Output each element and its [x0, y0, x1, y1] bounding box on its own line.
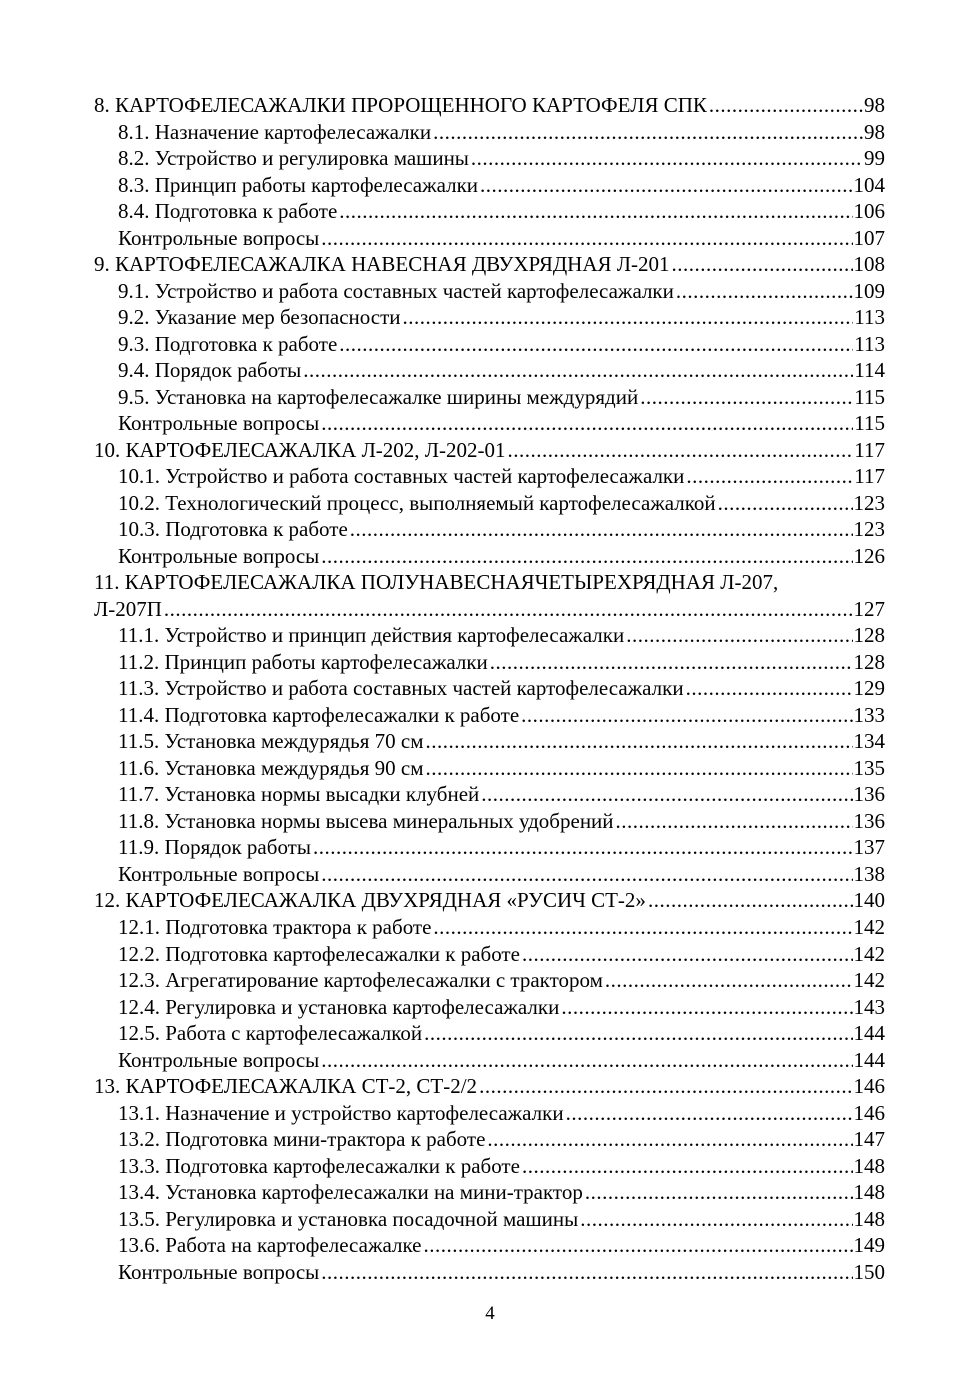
toc-entry — [0, 145, 980, 172]
toc-entry — [0, 1100, 980, 1127]
toc-line — [118, 172, 885, 199]
toc-entry-page: 147 — [853, 1127, 885, 1152]
toc-entry-title: 9.2. Указание мер безопасности — [118, 305, 401, 330]
toc-entry — [0, 357, 980, 384]
toc-entry-page: 115 — [854, 411, 885, 436]
toc-line — [94, 437, 885, 464]
dot-leader — [676, 278, 853, 305]
toc-entry-title: 12. КАРТОФЕЛЕСАЖАЛКА ДВУХРЯДНАЯ «РУСИЧ СТ-2» — [94, 888, 646, 913]
dot-leader — [424, 1020, 852, 1047]
dot-leader — [403, 304, 854, 331]
toc-line — [118, 225, 885, 252]
toc-entry-title: 8.4. Подготовка к работе — [118, 199, 338, 224]
dot-leader — [313, 834, 853, 861]
toc-line — [118, 1100, 885, 1127]
dot-leader — [164, 596, 853, 623]
toc-entry — [0, 92, 980, 119]
toc-line — [94, 887, 885, 914]
dot-leader — [339, 198, 852, 225]
toc-line — [94, 596, 885, 623]
toc-entry-title: 11.8. Установка нормы высева минеральных удобрений — [118, 808, 614, 833]
toc-line — [118, 808, 885, 835]
toc-entry-page: 136 — [853, 782, 885, 807]
toc-line — [118, 967, 885, 994]
dot-leader — [686, 675, 853, 702]
toc-line — [118, 941, 885, 968]
toc-entry — [0, 1126, 980, 1153]
toc-entry — [0, 198, 980, 225]
toc-entry-title: 9. КАРТОФЕЛЕСАЖАЛКА НАВЕСНАЯ ДВУХРЯДНАЯ Л-201 — [94, 252, 670, 277]
toc-line — [118, 728, 885, 755]
toc-entry-title: 8.3. Принцип работы картофелесажалки — [118, 172, 479, 197]
toc-entry-title: 11.3. Устройство и работа составных частей картофелесажалки — [118, 676, 684, 701]
toc-entry-title: Контрольные вопросы — [118, 543, 320, 568]
toc-entry-title: 13. КАРТОФЕЛЕСАЖАЛКА СТ-2, СТ-2/2 — [94, 1074, 478, 1099]
toc-entry-title: 13.3. Подготовка картофелесажалки к работе — [118, 1153, 520, 1178]
toc-entry-page: 115 — [854, 384, 885, 409]
dot-leader — [321, 1259, 852, 1286]
dot-leader — [522, 941, 853, 968]
toc-entry-page: 128 — [853, 649, 885, 674]
toc-entry — [0, 834, 980, 861]
toc-entry — [0, 410, 980, 437]
toc-entry-title: Л-207П — [94, 596, 162, 621]
toc-entry-title: 11.7. Установка нормы высадки клубней — [118, 782, 480, 807]
toc-line — [118, 357, 885, 384]
toc-entry — [0, 1153, 980, 1180]
page-number: 4 — [485, 1303, 495, 1324]
toc-entry — [0, 808, 980, 835]
dot-leader — [480, 172, 852, 199]
toc-entry — [0, 755, 980, 782]
dot-leader — [339, 331, 853, 358]
dot-leader — [423, 1232, 852, 1259]
dot-leader — [321, 861, 852, 888]
toc-line — [118, 304, 885, 331]
toc-entry-title: Контрольные вопросы — [118, 1259, 320, 1284]
toc-entry — [0, 278, 980, 305]
toc-entry-title: 12.3. Агрегатирование картофелесажалки с трактором — [118, 968, 603, 993]
dot-leader — [426, 728, 853, 755]
toc-entry-page: 113 — [854, 331, 885, 356]
toc-entry-title: Контрольные вопросы — [118, 1047, 320, 1072]
toc-entry-title: 11.9. Порядок работы — [118, 835, 311, 860]
dot-leader — [566, 1100, 853, 1127]
toc-entry-page: 136 — [853, 808, 885, 833]
dot-leader — [426, 755, 853, 782]
toc-line — [118, 543, 885, 570]
toc-line — [118, 1232, 885, 1259]
toc-entry — [0, 119, 980, 146]
toc-entry-title: 13.5. Регулировка и установка посадочной машины — [118, 1206, 579, 1231]
toc-entry-title: 9.1. Устройство и работа составных частей картофелесажалки — [118, 278, 674, 303]
toc-entry-page: 148 — [853, 1206, 885, 1231]
toc-entry-title: Контрольные вопросы — [118, 861, 320, 886]
dot-leader — [479, 1073, 852, 1100]
toc-entry-title: 11.4. Подготовка картофелесажалки к работе — [118, 702, 520, 727]
toc-entry-page: 126 — [853, 543, 885, 568]
toc-entry-page: 98 — [864, 93, 885, 117]
toc-entry-title: 10.1. Устройство и работа составных частей картофелесажалки — [118, 464, 685, 489]
dot-leader — [585, 1179, 853, 1206]
toc-line — [118, 490, 885, 517]
toc-line — [118, 463, 885, 490]
toc-line — [118, 675, 885, 702]
toc-entry-title: 9.5. Установка на картофелесажалке ширины междурядий — [118, 384, 639, 409]
dot-leader — [433, 914, 852, 941]
toc-entry-page: 143 — [853, 994, 885, 1019]
toc-line — [118, 1126, 885, 1153]
dot-leader — [321, 543, 852, 570]
toc-entry-title: 8.1. Назначение картофелесажалки — [118, 119, 432, 144]
toc-line — [118, 861, 885, 888]
toc-entry-title: 12.4. Регулировка и установка картофелесажалки — [118, 994, 560, 1019]
toc-entry-page: 148 — [853, 1180, 885, 1205]
toc-line — [94, 1073, 885, 1100]
toc-entry-title: 12.5. Работа с картофелесажалкой — [118, 1021, 423, 1046]
toc-entry-title: 13.1. Назначение и устройство картофелесажалки — [118, 1100, 564, 1125]
toc-entry — [0, 887, 980, 914]
toc-entry-page: 127 — [853, 596, 885, 621]
toc-entry-title: 8.2. Устройство и регулировка машины — [118, 146, 469, 171]
toc-entry — [0, 543, 980, 570]
toc-entry-title: 10.3. Подготовка к работе — [118, 517, 348, 542]
dot-leader — [321, 410, 853, 437]
dot-leader — [561, 994, 852, 1021]
dot-leader — [490, 649, 853, 676]
toc-line — [118, 994, 885, 1021]
dot-leader — [303, 357, 853, 384]
toc-line — [94, 569, 885, 596]
dot-leader — [626, 622, 852, 649]
toc-entry — [0, 1020, 980, 1047]
toc-entry — [0, 1259, 980, 1286]
toc-entry — [0, 781, 980, 808]
dot-leader — [605, 967, 853, 994]
toc-line — [118, 1153, 885, 1180]
toc-entry-page: 117 — [854, 464, 885, 489]
toc-entry — [0, 861, 980, 888]
toc-entry-title: 11.6. Установка междурядья 90 см — [118, 755, 424, 780]
dot-leader — [487, 1126, 852, 1153]
dot-leader — [640, 384, 853, 411]
dot-leader — [522, 1153, 853, 1180]
toc-entry-page: 148 — [853, 1153, 885, 1178]
toc-entry — [0, 331, 980, 358]
toc-entry-page: 144 — [853, 1047, 885, 1072]
toc-line — [118, 119, 885, 146]
toc-entry — [0, 1073, 980, 1100]
dot-leader — [471, 145, 863, 172]
toc-entry — [0, 649, 980, 676]
toc-entry-title: 11. КАРТОФЕЛЕСАЖАЛКА ПОЛУНАВЕСНАЯЧЕТЫРЕХРЯДНАЯ Л-207, — [94, 570, 779, 595]
toc-line — [118, 516, 885, 543]
toc-entry-title: 10.2. Технологический процесс, выполняемый картофелесажалкой — [118, 490, 716, 515]
toc-entry-page: 144 — [853, 1021, 885, 1046]
toc-line — [118, 755, 885, 782]
toc-entry — [0, 1206, 980, 1233]
dot-leader — [709, 92, 863, 119]
toc-line — [118, 145, 885, 172]
toc-line — [118, 384, 885, 411]
toc-entry — [0, 675, 980, 702]
toc-line — [118, 410, 885, 437]
toc-line — [118, 834, 885, 861]
toc-entry-title: 8. КАРТОФЕЛЕСАЖАЛКИ ПРОРОЩЕННОГО КАРТОФЕЛЯ СПК — [94, 93, 707, 117]
dot-leader — [672, 251, 853, 278]
toc-entry — [0, 967, 980, 994]
dot-leader — [616, 808, 853, 835]
toc-entry-title: 9.4. Порядок работы — [118, 358, 302, 383]
toc-line — [118, 1179, 885, 1206]
dot-leader — [350, 516, 853, 543]
toc-line — [118, 702, 885, 729]
dot-leader — [580, 1206, 852, 1233]
toc-entry-page: 99 — [864, 146, 885, 171]
toc-entry-title: 11.2. Принцип работы картофелесажалки — [118, 649, 488, 674]
toc-entry-title: Контрольные вопросы — [118, 225, 320, 250]
toc-entry-page: 142 — [853, 914, 885, 939]
toc-entry-page: 114 — [854, 358, 885, 383]
toc-entry — [0, 490, 980, 517]
toc-entry-page: 138 — [853, 861, 885, 886]
toc-line — [118, 1259, 885, 1286]
toc-entry — [0, 728, 980, 755]
toc-line — [118, 1047, 885, 1074]
dot-leader — [481, 781, 852, 808]
toc-entry-page: 108 — [853, 252, 885, 277]
toc-entry-title: 12.2. Подготовка картофелесажалки к работе — [118, 941, 520, 966]
toc-entry — [0, 596, 980, 623]
toc-entry-page: 123 — [853, 517, 885, 542]
toc-entry — [0, 569, 980, 596]
toc-entry — [0, 1047, 980, 1074]
toc-entry-page: 142 — [853, 968, 885, 993]
toc-entry — [0, 702, 980, 729]
toc-entry-title: 13.2. Подготовка мини-трактора к работе — [118, 1127, 486, 1152]
toc-line — [118, 331, 885, 358]
toc-entry — [0, 437, 980, 464]
toc-entry-page: 107 — [853, 225, 885, 250]
toc-entry-title: 12.1. Подготовка трактора к работе — [118, 914, 432, 939]
table-of-contents — [0, 92, 980, 1285]
toc-entry-title: 13.4. Установка картофелесажалки на мини-трактор — [118, 1180, 583, 1205]
toc-entry-page: 117 — [854, 437, 885, 462]
toc-entry-title: 10. КАРТОФЕЛЕСАЖАЛКА Л-202, Л-202-01 — [94, 437, 506, 462]
toc-line — [94, 92, 885, 119]
toc-line — [94, 251, 885, 278]
toc-entry-title: 9.3. Подготовка к работе — [118, 331, 338, 356]
toc-entry — [0, 384, 980, 411]
toc-entry-page: 140 — [853, 888, 885, 913]
toc-line — [118, 914, 885, 941]
toc-entry-title: 11.5. Установка междурядья 70 см — [118, 729, 424, 754]
toc-line — [118, 781, 885, 808]
toc-entry-page: 134 — [853, 729, 885, 754]
toc-line — [118, 649, 885, 676]
toc-entry-title: 11.1. Устройство и принцип действия картофелесажалки — [118, 623, 625, 648]
toc-line — [118, 622, 885, 649]
toc-entry-page: 135 — [853, 755, 885, 780]
toc-entry-title: 13.6. Работа на картофелесажалке — [118, 1233, 422, 1258]
dot-leader — [718, 490, 853, 517]
toc-line — [118, 1020, 885, 1047]
toc-entry-page: 146 — [853, 1100, 885, 1125]
toc-entry-page: 113 — [854, 305, 885, 330]
toc-entry-page: 98 — [864, 119, 885, 144]
toc-entry — [0, 914, 980, 941]
toc-line — [118, 198, 885, 225]
toc-entry — [0, 941, 980, 968]
dot-leader — [321, 1047, 852, 1074]
toc-entry-page: 129 — [853, 676, 885, 701]
toc-entry-page: 146 — [853, 1074, 885, 1099]
dot-leader — [508, 437, 854, 464]
toc-entry-page: 104 — [853, 172, 885, 197]
dot-leader — [648, 887, 853, 914]
toc-entry — [0, 1232, 980, 1259]
dot-leader — [321, 225, 852, 252]
toc-entry — [0, 304, 980, 331]
dot-leader — [521, 702, 852, 729]
dot-leader — [433, 119, 863, 146]
toc-entry-page: 150 — [853, 1259, 885, 1284]
toc-entry — [0, 251, 980, 278]
toc-entry-page: 128 — [853, 623, 885, 648]
toc-entry-page: 142 — [853, 941, 885, 966]
toc-entry — [0, 172, 980, 199]
toc-line — [118, 1206, 885, 1233]
toc-entry-title: Контрольные вопросы — [118, 411, 320, 436]
toc-entry-page: 109 — [853, 278, 885, 303]
toc-entry — [0, 516, 980, 543]
toc-entry-page: 149 — [853, 1233, 885, 1258]
toc-entry-page: 123 — [853, 490, 885, 515]
toc-line — [118, 278, 885, 305]
toc-entry-page: 106 — [853, 199, 885, 224]
toc-entry — [0, 463, 980, 490]
toc-entry — [0, 225, 980, 252]
toc-entry-page: 137 — [853, 835, 885, 860]
toc-entry-page: 133 — [853, 702, 885, 727]
toc-entry — [0, 1179, 980, 1206]
dot-leader — [686, 463, 853, 490]
toc-entry — [0, 994, 980, 1021]
toc-entry — [0, 622, 980, 649]
